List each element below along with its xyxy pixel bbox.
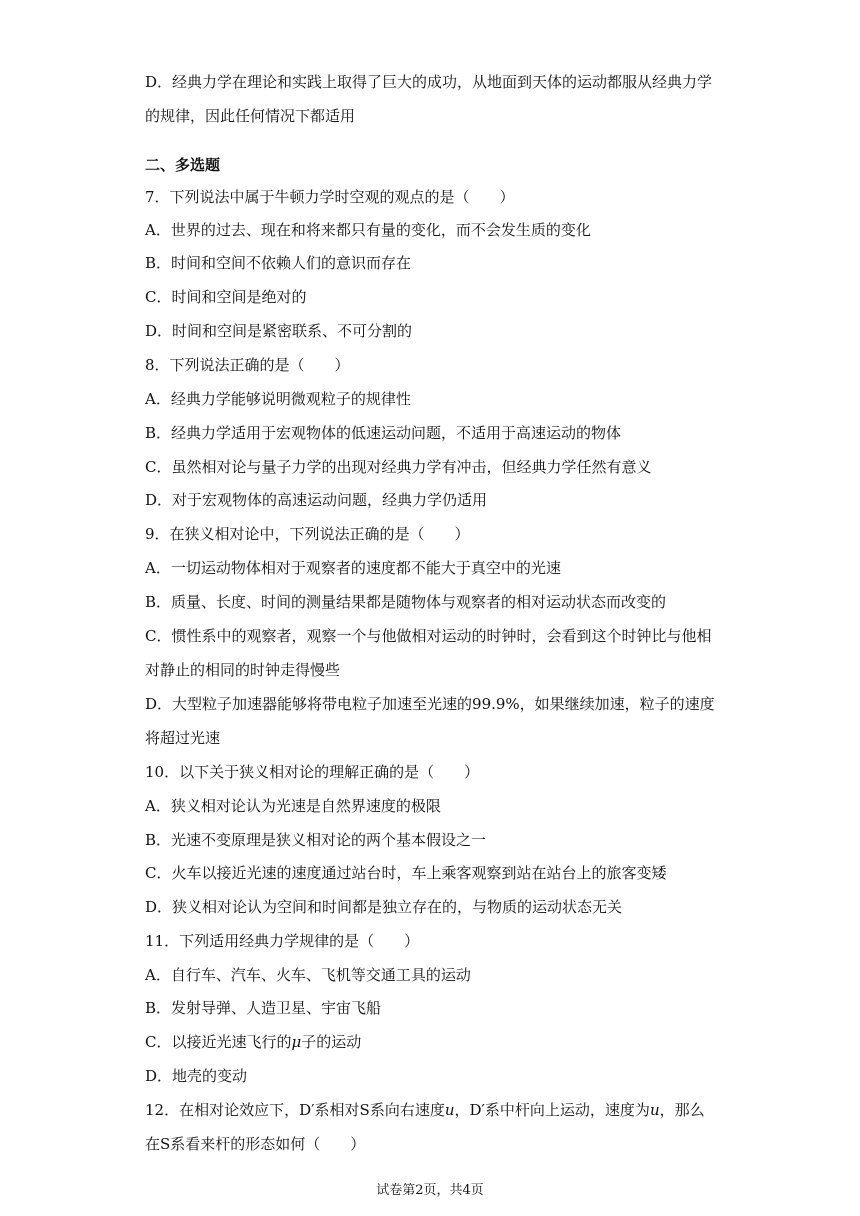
q7-option-b: B．时间和空间不依赖人们的意识而存在 [145, 254, 412, 272]
q12-text1: 12．在相对论效应下，D′系相对 [145, 1101, 360, 1119]
question-7: 7．下列说法中属于牛顿力学时空观的观点的是（ ） [145, 188, 515, 206]
page-footer: 试卷第2页，共4页 [376, 1183, 484, 1198]
q9-option-c-line1: C．惯性系中的观察者，观察一个与他做相对运动的时钟时，会看到这个时钟比与他相 [145, 627, 712, 645]
q12-text2: 系向右速度 [369, 1101, 445, 1119]
frame-s-symbol: S [160, 1135, 171, 1153]
question-12-line2 [145, 1134, 365, 1154]
q9-option-d-line1: D．大型粒子加速器能够将带电粒子加速至光速的99.9%，如果继续加速，粒子的速度 [145, 695, 715, 713]
velocity-u-symbol: u [444, 1101, 455, 1119]
q12-text4: ，那么 [659, 1101, 705, 1119]
q6-option-d-line1: D．经典力学在理论和实践上取得了巨大的成功，从地面到天体的运动都服从经典力学 [145, 73, 713, 91]
q7-option-c: C．时间和空间是绝对的 [145, 288, 307, 306]
q8-option-d: D．对于宏观物体的高速运动问题，经典力学仍适用 [145, 491, 488, 509]
q12-text5: 在 [145, 1135, 161, 1153]
velocity-u-symbol: u [649, 1101, 660, 1119]
q9-option-c-line2: 对静止的相同的时钟走得慢些 [145, 661, 341, 679]
q9-option-b: B．质量、长度、时间的测量结果都是随物体与观察者的相对运动状态而改变的 [145, 593, 667, 611]
question-11: 11．下列适用经典力学规律的是（ ） [145, 932, 420, 950]
q9-option-d-line2: 将超过光速 [145, 729, 221, 747]
q11-option-c-text2: 子的运动 [301, 1033, 362, 1051]
question-12-line1 [145, 1100, 705, 1120]
question-10: 10．以下关于狭义相对论的理解正确的是（ ） [145, 763, 480, 781]
q10-option-b: B．光速不变原理是狭义相对论的两个基本假设之一 [145, 831, 487, 849]
q11-option-c-text1: C．以接近光速飞行的 [145, 1033, 292, 1051]
mu-symbol: μ [291, 1033, 302, 1051]
q11-option-d: D．地壳的变动 [145, 1067, 248, 1085]
question-8: 8．下列说法正确的是（ ） [145, 356, 350, 374]
question-9: 9．在狭义相对论中，下列说法正确的是（ ） [145, 525, 470, 543]
q7-option-a: A．世界的过去、现在和将来都只有量的变化，而不会发生质的变化 [145, 221, 591, 239]
q11-option-a: A．自行车、汽车、火车、飞机等交通工具的运动 [145, 966, 471, 984]
q12-text6: 系看来杆的形态如何（ ） [170, 1135, 366, 1153]
q8-option-b: B．经典力学适用于宏观物体的低速运动问题，不适用于高速运动的物体 [145, 424, 622, 442]
q12-text3: ，D′系中杆向上运动，速度为 [454, 1101, 650, 1119]
q9-option-a: A．一切运动物体相对于观察者的速度都不能大于真空中的光速 [145, 559, 561, 577]
q11-option-b: B．发射导弹、人造卫星、宇宙飞船 [145, 999, 382, 1017]
q7-option-d: D．时间和空间是紧密联系、不可分割的 [145, 322, 413, 340]
section-title-multiple-choice: 二、多选题 [145, 156, 221, 174]
q10-option-c: C．火车以接近光速的速度通过站台时，车上乘客观察到站在站台上的旅客变矮 [145, 864, 667, 882]
q11-option-c [145, 1032, 361, 1052]
q8-option-c: C．虽然相对论与量子力学的出现对经典力学有冲击，但经典力学任然有意义 [145, 458, 652, 476]
q10-option-d: D．狭义相对论认为空间和时间都是独立存在的，与物质的运动状态无关 [145, 898, 623, 916]
q10-option-a: A．狭义相对论认为光速是自然界速度的极限 [145, 797, 441, 815]
q8-option-a: A．经典力学能够说明微观粒子的规律性 [145, 390, 411, 408]
frame-s-symbol: S [359, 1101, 370, 1119]
q6-option-d-line2: 的规律，因此任何情况下都适用 [145, 107, 356, 125]
